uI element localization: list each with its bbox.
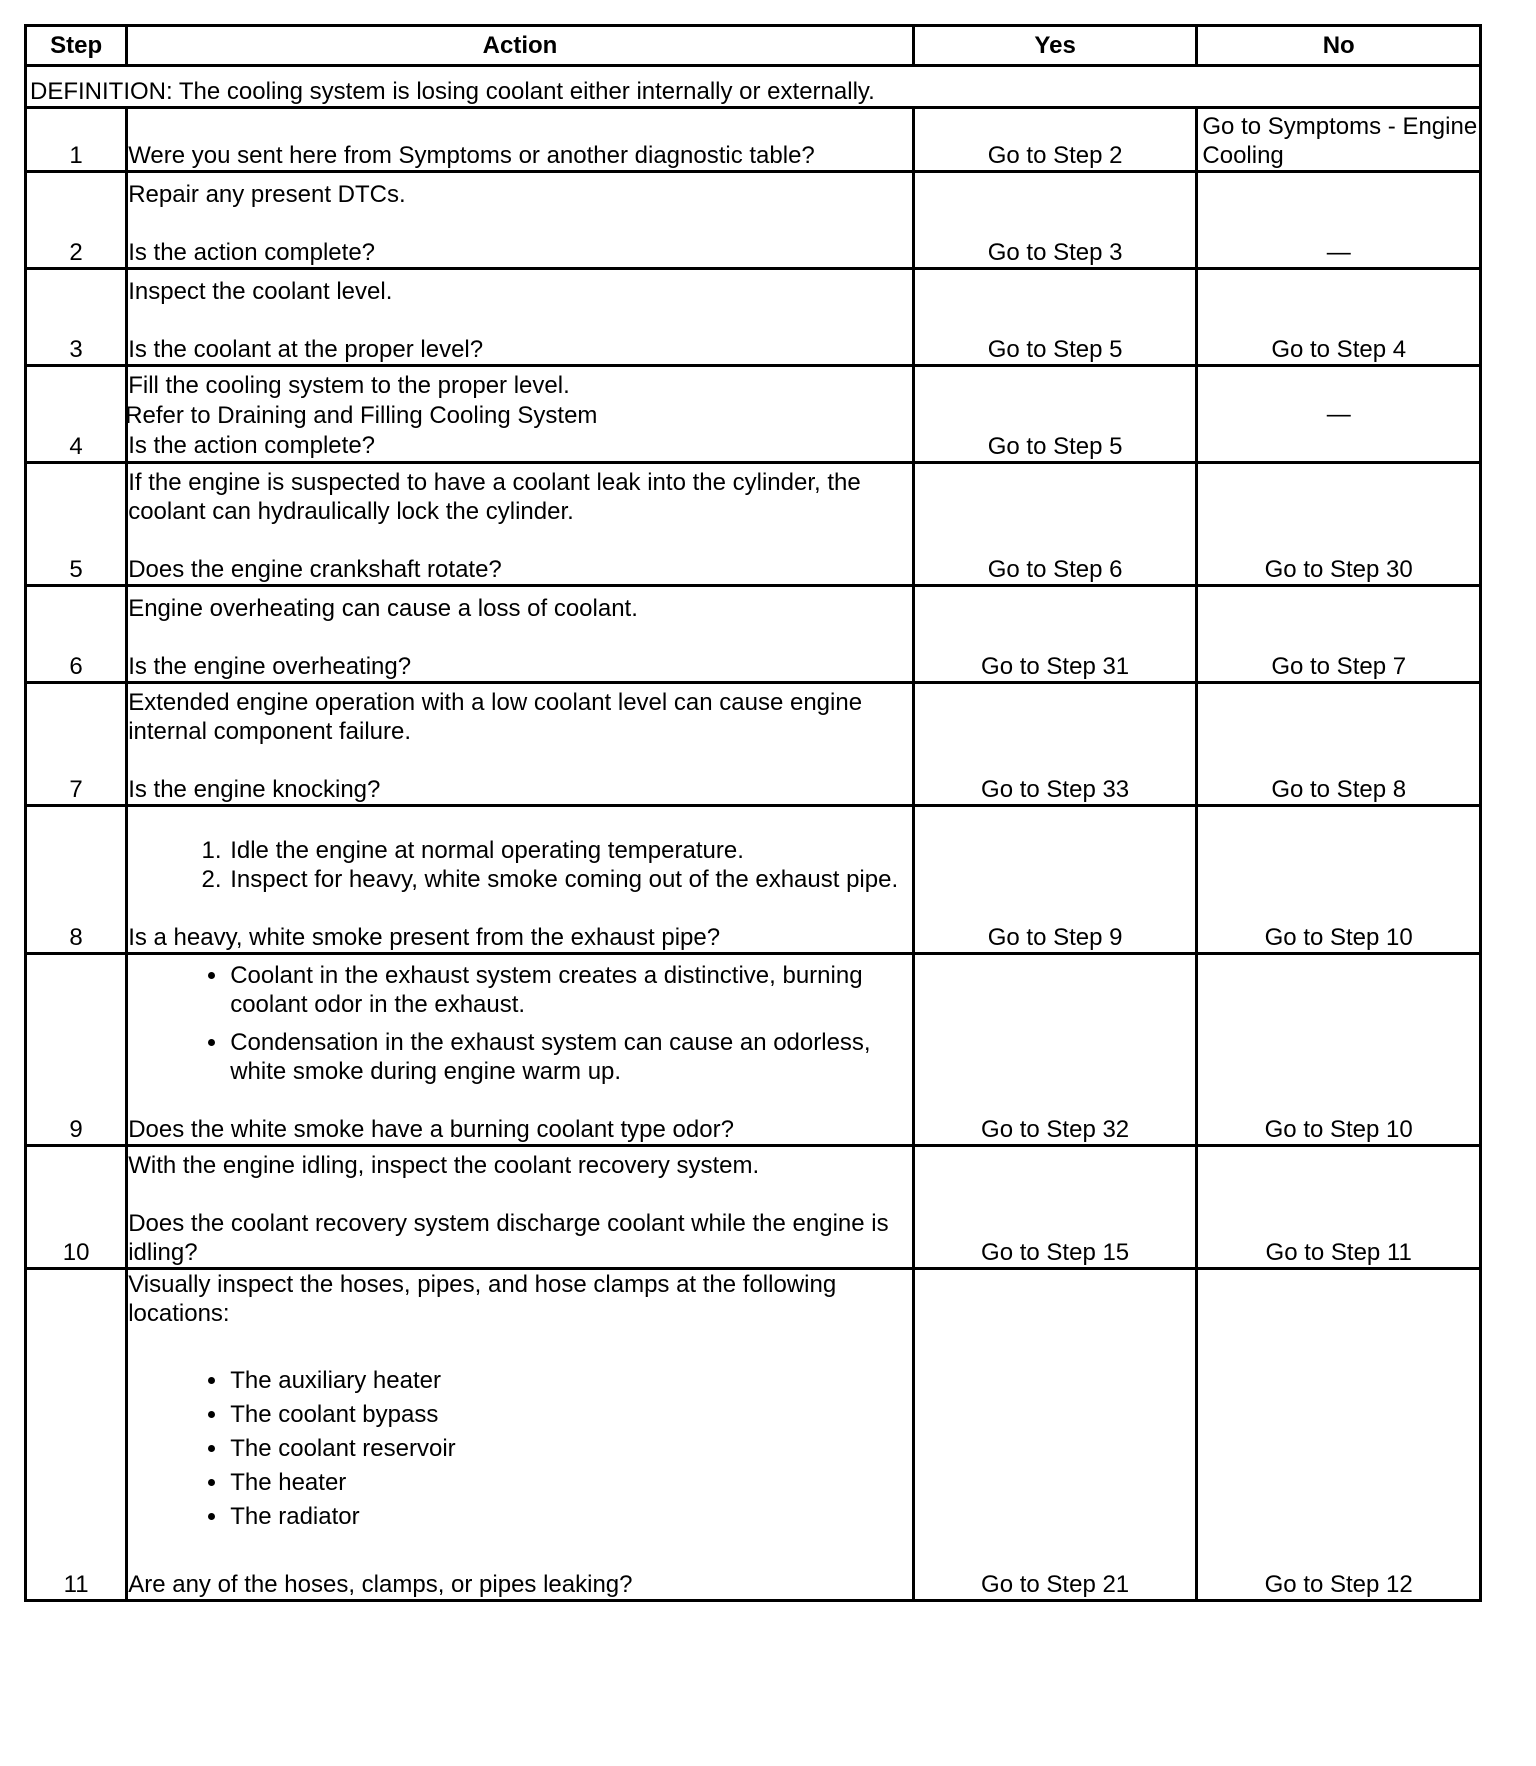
action-cell	[127, 586, 914, 683]
bullet-list	[128, 1364, 912, 1534]
header-row	[26, 26, 1481, 66]
no-cell: —	[1197, 172, 1481, 269]
header-yes: Yes	[913, 26, 1197, 66]
list-item: • Coolant in the exhaust system creates a distinctive, burning coolant odor in the exhaust.	[229, 961, 912, 1019]
list-item: 2. Inspect for heavy, white smoke coming out of the exhaust pipe.	[228, 865, 912, 894]
table-row	[26, 954, 1481, 1146]
action-question: Are any of the hoses, clamps, or pipes leaking?	[128, 1571, 633, 1598]
definition-row	[26, 66, 1481, 108]
yes-cell: Go to Step 21	[913, 1269, 1197, 1601]
action-question: Does the engine crankshaft rotate?	[128, 556, 502, 583]
header-step: Step	[26, 26, 127, 66]
action-cell	[127, 683, 914, 806]
yes-cell: Go to Step 2	[913, 108, 1197, 172]
action-cell	[127, 172, 914, 269]
step-number: 3	[26, 269, 127, 366]
step-number: 6	[26, 586, 127, 683]
table-row	[26, 586, 1481, 683]
action-cell	[127, 366, 914, 463]
action-question: Is the engine knocking?	[128, 776, 381, 803]
no-cell: Go to Step 12	[1197, 1269, 1481, 1601]
action-question: Is the action complete?	[128, 432, 376, 459]
action-cell	[127, 108, 914, 172]
action-text: Inspect the coolant level.	[128, 278, 393, 305]
numbered-list	[128, 836, 912, 894]
action-cell	[127, 954, 914, 1146]
action-cell	[127, 1269, 914, 1601]
no-cell: Go to Step 10	[1197, 954, 1481, 1146]
action-question: Is the engine overheating?	[128, 653, 412, 680]
definition-text: DEFINITION: The cooling system is losing coolant either internally or externally.	[26, 66, 1481, 108]
table-row	[26, 683, 1481, 806]
list-item: 1. Idle the engine at normal operating temperature.	[228, 836, 912, 865]
table-row	[26, 806, 1481, 954]
diagnostic-table	[24, 24, 1482, 1602]
yes-cell: Go to Step 5	[913, 366, 1197, 463]
table-row	[26, 269, 1481, 366]
action-text: Were you sent here from Symptoms or another diagnostic table?	[128, 142, 815, 169]
no-cell: Go to Step 30	[1197, 463, 1481, 586]
yes-cell: Go to Step 3	[913, 172, 1197, 269]
action-text: Engine overheating can cause a loss of coolant.	[128, 595, 638, 622]
action-text: Extended engine operation with a low coolant level can cause engine internal component failure.	[128, 689, 863, 745]
bullet-list	[128, 961, 912, 1086]
list-item: • The auxiliary heater	[229, 1364, 912, 1398]
yes-cell: Go to Step 32	[913, 954, 1197, 1146]
yes-cell: Go to Step 5	[913, 269, 1197, 366]
yes-cell: Go to Step 33	[913, 683, 1197, 806]
no-cell: Go to Step 8	[1197, 683, 1481, 806]
table-row	[26, 1146, 1481, 1269]
list-item: • Condensation in the exhaust system can cause an odorless, white smoke during engine warm up.	[229, 1028, 912, 1086]
yes-cell: Go to Step 31	[913, 586, 1197, 683]
action-text: Visually inspect the hoses, pipes, and hose clamps at the following locations:	[128, 1271, 837, 1327]
action-text: With the engine idling, inspect the coolant recovery system.	[128, 1152, 760, 1179]
step-number: 10	[26, 1146, 127, 1269]
step-number: 5	[26, 463, 127, 586]
step-number: 9	[26, 954, 127, 1146]
no-cell: —	[1197, 366, 1481, 463]
table-row	[26, 1269, 1481, 1601]
no-cell: Go to Step 11	[1197, 1146, 1481, 1269]
action-question: Does the white smoke have a burning coolant type odor?	[128, 1116, 734, 1143]
no-cell: Go to Step 10	[1197, 806, 1481, 954]
action-text: Repair any present DTCs.	[128, 181, 406, 208]
table-row	[26, 366, 1481, 463]
action-question: Is a heavy, white smoke present from the exhaust pipe?	[128, 924, 721, 951]
action-question: Is the action complete?	[128, 239, 376, 266]
step-number: 2	[26, 172, 127, 269]
action-cell	[127, 269, 914, 366]
list-item: • The heater	[229, 1466, 912, 1500]
action-reference: Refer to Draining and Filling Cooling System	[125, 402, 598, 429]
action-cell	[127, 463, 914, 586]
action-text: If the engine is suspected to have a coolant leak into the cylinder, the coolant can hydraulically lock the cylinder.	[128, 469, 861, 525]
list-item: • The coolant reservoir	[229, 1432, 912, 1466]
step-number: 8	[26, 806, 127, 954]
table-row	[26, 463, 1481, 586]
yes-cell: Go to Step 6	[913, 463, 1197, 586]
step-number: 7	[26, 683, 127, 806]
step-number: 4	[26, 366, 127, 463]
step-number: 1	[26, 108, 127, 172]
action-cell	[127, 1146, 914, 1269]
no-cell: Go to Symptoms - Engine Cooling	[1197, 108, 1481, 172]
step-number: 11	[26, 1269, 127, 1601]
table-row	[26, 172, 1481, 269]
action-question: Is the coolant at the proper level?	[128, 336, 484, 363]
no-cell: Go to Step 4	[1197, 269, 1481, 366]
header-action: Action	[127, 26, 914, 66]
list-item: • The coolant bypass	[229, 1398, 912, 1432]
header-no: No	[1197, 26, 1481, 66]
table-row	[26, 108, 1481, 172]
yes-cell: Go to Step 15	[913, 1146, 1197, 1269]
action-cell	[127, 806, 914, 954]
action-question: Does the coolant recovery system discharge coolant while the engine is idling?	[128, 1210, 889, 1266]
action-text: Fill the cooling system to the proper level.	[128, 372, 570, 399]
list-item: • The radiator	[229, 1500, 912, 1534]
no-cell: Go to Step 7	[1197, 586, 1481, 683]
yes-cell: Go to Step 9	[913, 806, 1197, 954]
